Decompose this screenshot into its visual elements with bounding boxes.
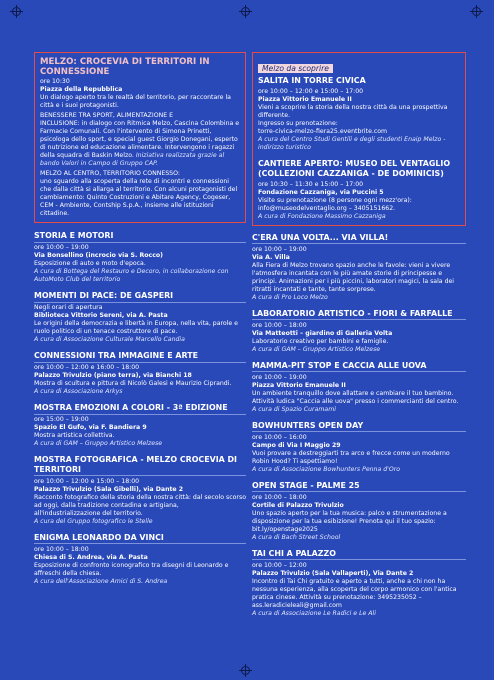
section-text bbox=[40, 120, 240, 168]
event-description: Vuoi provare a destreggiarti tra arco e frecce come un moderno Robin Hood? Ti aspettiamo! bbox=[252, 449, 450, 465]
event-credit: A cura di Associazione Arkys bbox=[34, 388, 123, 395]
event-description: Visite su prenotazione (8 persone ogni mezz'ora): info@museodelventaglio.org – 3405151662. bbox=[258, 196, 412, 212]
event-place: Via Matteotti – giardino di Galleria Volta bbox=[252, 329, 393, 337]
highlight-box-crocevia bbox=[34, 52, 246, 223]
event-time: ore 10:00 – 12:00 e 15:00 – 18:00 bbox=[34, 477, 140, 485]
event-description: Laboratorio creativo per bambini e famiglie. bbox=[252, 337, 389, 345]
event-title: SALITA IN TORRE CIVICA bbox=[258, 76, 366, 85]
event-description: Mostra di scultura e pittura di Nicolò Galesi e Maurizio Ciprandi. bbox=[34, 380, 232, 387]
event-title: CONNESSIONI TRA IMMAGINE E ARTE bbox=[34, 351, 246, 363]
event-place: Via A. Villa bbox=[252, 253, 290, 261]
section-credit: Iniziativa realizzata grazie al bando Valori in Campo di Gruppo CAP. bbox=[40, 152, 225, 167]
event-card bbox=[34, 533, 246, 586]
event-card bbox=[34, 291, 246, 344]
event-time: ore 10:00 – 12:00 e 16:00 – 18:00 bbox=[34, 364, 140, 371]
event-credit: A cura di Associazione Bowhunters Penna d'Oro bbox=[252, 465, 401, 473]
event-credit: A cura di Associazione Le Radici e Le Ali bbox=[252, 609, 376, 617]
event-title: MOSTRA EMOZIONI A COLORI - 3ª EDIZIONE bbox=[34, 403, 246, 415]
event-credit: A cura di Bottega del Restauro e Decoro, in collaborazione con AutoMoto Club del territorio bbox=[34, 268, 229, 283]
event-place: Via Bonsellino (incrocio via S. Rocco) bbox=[34, 252, 163, 259]
event-place: Palazzo Trivulzio (Sala Vallaperti), Via Dante 2 bbox=[252, 569, 414, 577]
highlight-box-melzo-da-scoprire bbox=[252, 52, 466, 226]
event-place: Chiesa di S. Andrea, via A. Pasta bbox=[34, 553, 148, 561]
event-card bbox=[34, 455, 246, 526]
event-description: Vieni a scoprire la storia della nostra città da una prospettiva differente. bbox=[258, 104, 448, 119]
left-event-list bbox=[34, 231, 246, 586]
event-card bbox=[258, 159, 460, 221]
event-place: Biblioteca Vittorio Sereni, via A. Pasta bbox=[34, 312, 168, 319]
event-time: ore 10:00 – 19:00 bbox=[34, 244, 89, 251]
registration-mark-icon bbox=[241, 666, 250, 675]
event-place: Spazio El Gufo, via F. Bandiera 9 bbox=[34, 424, 147, 431]
event-time: ore 10:30 – 11:30 e 15:00 – 17:00 bbox=[258, 180, 364, 188]
event-description: Esposizione di confronto iconografico tra disegni di Leonardo e affreschi della chiesa. bbox=[34, 561, 229, 577]
event-credit: A cura di Bach Street School bbox=[252, 533, 341, 541]
event-time: ore 10:00 – 18:00 bbox=[252, 321, 307, 329]
box-title: MELZO: CROCEVIA DI TERRITORI IN CONNESSIONE bbox=[40, 57, 210, 77]
event-place: Piazza Vittorio Emanuele II bbox=[252, 381, 346, 389]
event-card bbox=[252, 421, 466, 474]
event-card bbox=[252, 549, 466, 618]
event-card bbox=[252, 481, 466, 542]
event-credit: A cura dell'Associazione Amici di S. Andrea bbox=[34, 577, 168, 585]
event-title: OPEN STAGE - PALME 25 bbox=[252, 481, 466, 493]
event-time: ore 10:00 – 16:00 bbox=[252, 433, 307, 441]
event-credit: A cura di Spazio Curamamì bbox=[252, 405, 336, 413]
event-title: ENIGMA LEONARDO DA VINCI bbox=[34, 533, 246, 545]
event-credit: A cura del Centro Studi Gentili e degli studenti Enaip Melzo - indirizzo turistico bbox=[258, 136, 446, 151]
event-credit: A cura di Associazione Culturale Marcello Candia bbox=[34, 336, 185, 343]
event-time: ore 10:00 – 18:00 bbox=[34, 545, 89, 553]
registration-mark-icon bbox=[472, 7, 481, 16]
section-text: uno sguardo alla scoperta della rete di incontri e connessioni che dalla città si allarga al territorio. Con alcuni protagonisti del cambiamento: Quinto Costruzioni e Abitare Agency, Cogeser, CEM - Ambiente, Contship S.p.A., insieme alle istituzioni cittadine. bbox=[40, 178, 238, 217]
event-description: Uno spazio aperto per la tua musica: palco e strumentazione a disposizione per la tua esibizione! Prenota qui il tuo spazio: bit.ly/openstage2025 bbox=[252, 509, 447, 533]
event-place: Campo di Via I Maggio 29 bbox=[252, 441, 341, 449]
event-card bbox=[252, 233, 466, 302]
event-card bbox=[258, 76, 460, 152]
event-place: Palazzo Trivulzio (Sala Gibelli), via Dante 2 bbox=[34, 485, 184, 493]
event-title: CANTIERE APERTO: MUSEO DEL VENTAGLIO (COLLEZIONI CAZZANIGA - DE DOMINICIS) bbox=[258, 159, 451, 178]
event-time: ore 10:30 bbox=[40, 78, 70, 85]
event-description: Incontro di Tai Chi gratuito e aperto a tutti, anche a chi non ha nessuna esperienza, alla scoperta del corpo armonico con l'antica pratica cinese. Attività su prenotazione: 3495235052 – ass.leradicieleali@gmail.com bbox=[252, 577, 457, 609]
event-card bbox=[252, 309, 466, 354]
right-event-list bbox=[252, 233, 466, 618]
event-place: Fondazione Cazzaniga, via Puccini 5 bbox=[258, 188, 384, 196]
event-description: Racconto fotografico della storia della nostra città: dal secolo scorso ad oggi, dalla tradizione contadina e artigiana, all'industrializzazione del territorio. bbox=[34, 493, 246, 517]
event-time: ore 10:00 – 12:00 e 15:00 – 17:00 bbox=[258, 88, 364, 95]
event-place: Cortile di Palazzo Trivulzio bbox=[252, 501, 344, 509]
event-time: Negli orari di apertura bbox=[34, 304, 103, 311]
event-time: ore 10:00 – 19:00 bbox=[252, 373, 307, 381]
event-card bbox=[34, 351, 246, 396]
event-card bbox=[252, 361, 466, 414]
event-booking: Ingresso su prenotazione: bbox=[258, 120, 338, 127]
left-column bbox=[34, 52, 246, 593]
registration-mark-icon bbox=[241, 7, 250, 16]
event-place: Piazza Vittorio Emanuele II bbox=[258, 96, 352, 103]
event-card bbox=[34, 231, 246, 284]
event-credit: A cura di GAM – Gruppo Artistico Melzese bbox=[252, 345, 381, 353]
section-subtitle: MELZO AL CENTRO, TERRITORIO CONNESSO: bbox=[40, 170, 180, 177]
event-title: TAI CHI A PALAZZO bbox=[252, 549, 466, 561]
event-description: Mostra artistica collettiva. bbox=[34, 432, 115, 439]
event-title: LABORATORIO ARTISTICO - FIORI & FARFALLE bbox=[252, 309, 466, 321]
event-place: Piazza della Repubblica bbox=[40, 86, 123, 93]
event-credit: A cura del Gruppo fotografico le Stelle bbox=[34, 517, 153, 525]
box-tag: Melzo da scoprire bbox=[258, 64, 333, 73]
event-card bbox=[34, 403, 246, 448]
event-title: MAMMA-PIT STOP E CACCIA ALLE UOVA bbox=[252, 361, 466, 373]
event-time: ore 10:00 – 18:00 bbox=[252, 493, 307, 501]
event-time: ore 10:00 – 19:00 bbox=[252, 245, 307, 253]
event-description: Alla Fiera di Melzo trovano spazio anche le favole: vieni a vivere l'atmosfera incantata con le più amate storie di principesse e principi. Animazioni per i più piccini, laboratori magici, la sala dei ritratti incantati e tante, tante sorprese. bbox=[252, 261, 455, 293]
event-title: MOMENTI DI PACE: DE GASPERI bbox=[34, 291, 246, 303]
right-column bbox=[252, 52, 466, 625]
event-credit: A cura di Fondazione Massimo Cazzaniga bbox=[258, 212, 386, 220]
event-title: C'ERA UNA VOLTA... VIA VILLA! bbox=[252, 233, 466, 245]
registration-mark-icon bbox=[12, 7, 21, 16]
event-description: Un ambiente tranquillo dove allattare e cambiare il tuo bambino. Attività ludica "Caccia alle uova" presso i commercianti del centro. bbox=[252, 389, 459, 405]
booking-link[interactable]: torre-civica-melzo-fiera25.eventbrite.com bbox=[258, 128, 388, 135]
section-text-body: INCLUSIONE: in dialogo con Ritmica Melzo, Cascina Colombina e Farmacie Comunali. Con l'intervento di Simona Prinetti, psicologa dello sport, e special guest Giorgio Donegani, esperto di nutrizione ed educazione alimentare. Intervengono i ragazzi della squadra di Baskin Melzo. bbox=[40, 120, 240, 159]
event-place: Palazzo Trivulzio (piano terra), via Bianchi 18 bbox=[34, 372, 192, 379]
event-title: BOWHUNTERS OPEN DAY bbox=[252, 421, 466, 433]
event-time: ore 10:00 – 12:00 bbox=[252, 561, 307, 569]
event-credit: A cura di GAM – Gruppo Artistico Melzese bbox=[34, 440, 163, 447]
event-time: ore 15:00 – 19:00 bbox=[34, 416, 89, 423]
event-description: Un dialogo aperto tra le realtà del territorio, per raccontare la città e i suoi protagonisti. bbox=[40, 94, 231, 109]
event-title: STORIA E MOTORI bbox=[34, 231, 246, 243]
event-credit: A cura di Pro Loco Melzo bbox=[252, 293, 328, 301]
event-title: MOSTRA FOTOGRAFICA - MELZO CROCEVIA DI TERRITORI bbox=[34, 455, 246, 476]
event-description: Le origini della democrazia e libertà in Europa, nella vita, parole e ruolo politico di un tenace costruttore di pace. bbox=[34, 320, 238, 335]
section-subtitle: BENESSERE TRA SPORT, ALIMENTAZIONE E bbox=[40, 112, 174, 119]
event-description: Esposizione di auto e moto d'epoca. bbox=[34, 260, 146, 267]
